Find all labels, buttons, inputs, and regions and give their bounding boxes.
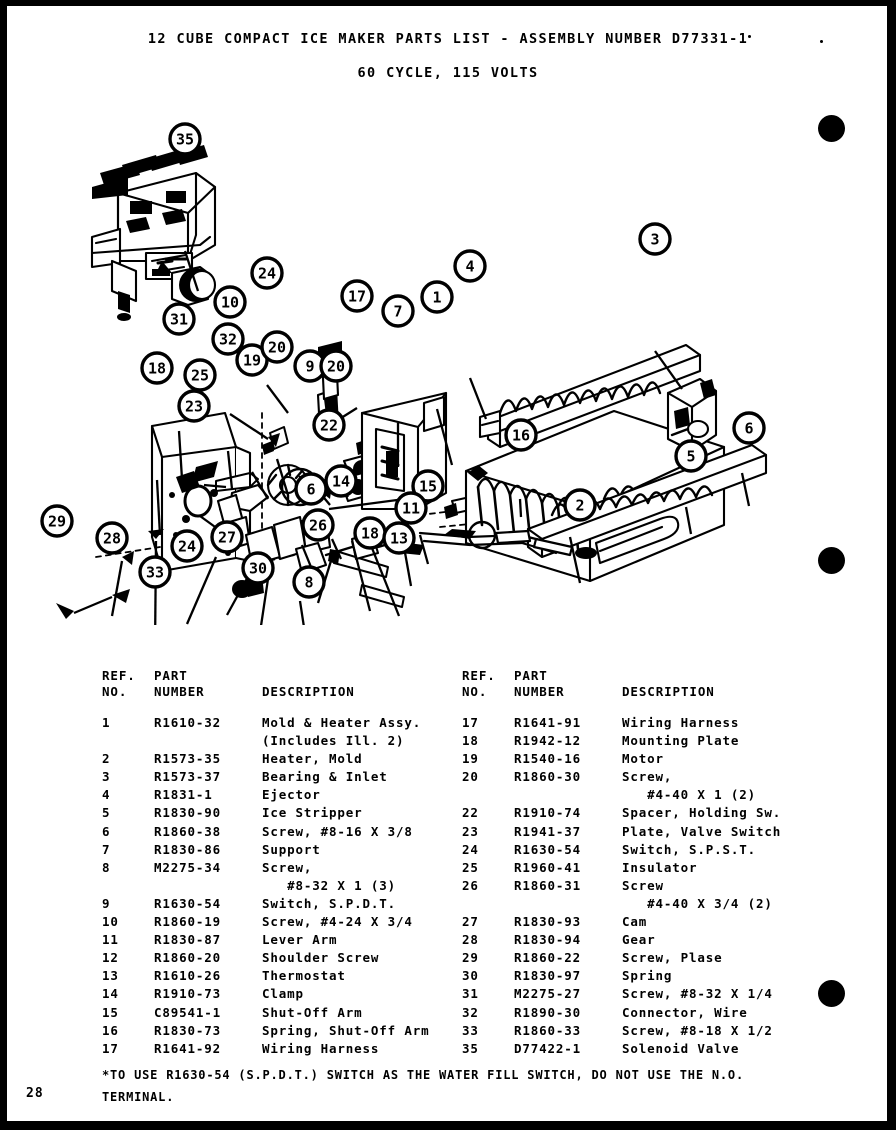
callout-number: 13 (389, 529, 409, 548)
cell-part-number: R1573-35 (154, 751, 222, 767)
callout-6 (734, 413, 764, 443)
callout-number: 4 (465, 257, 475, 276)
callout-30 (243, 553, 273, 583)
cell-ref-no: 7 (102, 841, 111, 857)
cell-ref-no: 16 (102, 1022, 119, 1038)
callout-number: 29 (47, 512, 67, 531)
callout-number: 16 (511, 426, 531, 445)
callout-4 (455, 251, 485, 281)
callout-25 (185, 360, 215, 390)
diagram-artwork (0, 95, 896, 625)
cell-description: #4-40 X 1 (2) (622, 787, 757, 803)
cell-description: Gear (622, 932, 656, 948)
cell-description: Shut-Off Arm (262, 1004, 363, 1020)
callout-33 (140, 557, 170, 587)
cell-description: Screw (622, 877, 664, 893)
cell-description: #4-40 X 3/4 (2) (622, 895, 773, 911)
cell-part-number: R1941-37 (514, 823, 582, 839)
cell-description: Screw, (622, 769, 673, 785)
cell-description: Switch, S.P.S.T. (622, 841, 757, 857)
cell-ref-no: 27 (462, 914, 479, 930)
callout-10 (215, 287, 245, 317)
cell-description: Wiring Harness (262, 1040, 380, 1056)
cell-part-number: D77422-1 (514, 1040, 582, 1056)
cell-part-number: R1860-38 (154, 823, 222, 839)
header-part-number: PART (154, 668, 188, 683)
callout-number: 25 (190, 366, 210, 385)
callout-3 (640, 224, 670, 254)
cell-part-number: R1831-1 (154, 787, 213, 803)
header-description: DESCRIPTION (262, 684, 355, 699)
callout-20 (262, 332, 292, 362)
callout-number: 22 (319, 416, 339, 435)
cell-ref-no: 26 (462, 877, 479, 893)
cell-description: Solenoid Valve (622, 1040, 740, 1056)
callout-number: 5 (686, 447, 696, 466)
cell-description: Screw, (262, 859, 313, 875)
cell-ref-no: 10 (102, 914, 119, 930)
cell-part-number: R1830-90 (154, 805, 222, 821)
callout-32 (213, 324, 243, 354)
footnote-line-2: TERMINAL. (102, 1090, 175, 1104)
cell-part-number: R1860-30 (514, 769, 582, 785)
header-part-number-2: NUMBER (154, 684, 205, 699)
callout-number: 28 (102, 529, 122, 548)
cell-part-number: R1830-94 (514, 932, 582, 948)
callout-number: 8 (304, 573, 314, 592)
callout-28 (97, 523, 127, 553)
cell-part-number: R1830-93 (514, 914, 582, 930)
callout-18 (355, 518, 385, 548)
callout-number: 7 (393, 302, 403, 321)
callout-number: 1 (432, 288, 442, 307)
callout-number: 31 (169, 310, 189, 329)
cell-ref-no: 35 (462, 1040, 479, 1056)
header-description: DESCRIPTION (622, 684, 715, 699)
cell-part-number: R1910-74 (514, 805, 582, 821)
callout-number: 11 (401, 499, 421, 518)
callout-number: 20 (326, 357, 346, 376)
callout-16 (506, 420, 536, 450)
cell-ref-no: 15 (102, 1004, 119, 1020)
cell-part-number: R1860-20 (154, 950, 222, 966)
cell-part-number: R1630-54 (514, 841, 582, 857)
callout-number: 6 (744, 419, 754, 438)
cell-description: Lever Arm (262, 932, 338, 948)
cell-part-number: M2275-27 (514, 986, 582, 1002)
cell-description: Clamp (262, 986, 304, 1002)
cell-description: Insulator (622, 859, 698, 875)
callout-5 (676, 441, 706, 471)
cell-ref-no: 30 (462, 968, 479, 984)
cell-ref-no: 17 (102, 1040, 119, 1056)
footnote-line-1: *TO USE R1630-54 (S.P.D.T.) SWITCH AS THE WATER FILL SWITCH, DO NOT USE THE N.O. (102, 1068, 744, 1082)
cell-description: Screw, #8-18 X 1/2 (622, 1022, 773, 1038)
callout-13 (384, 523, 414, 553)
callout-number: 18 (360, 524, 380, 543)
cell-description: Support (262, 841, 321, 857)
callout-number: 20 (267, 338, 287, 357)
callout-number: 3 (650, 230, 660, 249)
callout-31 (164, 304, 194, 334)
callout-number: 26 (308, 516, 328, 535)
callout-number: 30 (248, 559, 268, 578)
header-ref-no: REF. (462, 668, 496, 683)
cell-ref-no: 32 (462, 1004, 479, 1020)
cell-ref-no: 3 (102, 769, 111, 785)
callout-number: 24 (257, 264, 277, 283)
callout-35 (170, 124, 200, 154)
cell-part-number: M2275-34 (154, 859, 222, 875)
callout-number: 14 (331, 472, 351, 491)
cell-ref-no: 19 (462, 751, 479, 767)
cell-ref-no: 1 (102, 715, 111, 730)
cell-part-number: R1573-37 (154, 769, 222, 785)
cell-part-number: R1860-19 (154, 914, 222, 930)
cell-part-number: R1830-73 (154, 1022, 222, 1038)
callout-number: 27 (217, 528, 237, 547)
callout-1 (422, 282, 452, 312)
callout-24 (172, 531, 202, 561)
cell-description: (Includes Ill. 2) (262, 733, 405, 749)
cell-part-number: R1890-30 (514, 1004, 582, 1020)
header-ref-no-2: NO. (462, 684, 488, 699)
cell-description: Screw, Plase (622, 950, 723, 966)
cell-description: Shoulder Screw (262, 950, 380, 966)
callout-18 (142, 353, 172, 383)
cell-ref-no: 9 (102, 895, 111, 911)
cell-part-number: R1942-12 (514, 733, 582, 749)
cell-ref-no: 11 (102, 932, 119, 948)
scan-speck (820, 40, 823, 43)
cell-part-number: R1960-41 (514, 859, 582, 875)
cell-part-number: R1910-73 (154, 986, 222, 1002)
callout-number: 2 (575, 496, 585, 515)
cell-description: Spring, Shut-Off Arm (262, 1022, 430, 1038)
header-part-number: PART (514, 668, 548, 683)
cell-description: Mounting Plate (622, 733, 740, 749)
cell-description: Screw, #8-16 X 3/8 (262, 823, 413, 839)
cell-ref-no: 29 (462, 950, 479, 966)
callout-8 (294, 567, 324, 597)
cell-part-number: R1830-87 (154, 932, 222, 948)
cell-description: Connector, Wire (622, 1004, 748, 1020)
cell-ref-no: 20 (462, 769, 479, 785)
cell-ref-no: 5 (102, 805, 111, 821)
callout-14 (326, 466, 356, 496)
cell-description: Thermostat (262, 968, 346, 984)
cell-description: Ejector (262, 787, 321, 803)
header-ref-no: REF. (102, 668, 136, 683)
cell-part-number: R1860-22 (514, 950, 582, 966)
cell-part-number: R1610-26 (154, 968, 222, 984)
cell-part-number: R1641-91 (514, 715, 582, 730)
cell-ref-no: 23 (462, 823, 479, 839)
cell-description: Cam (622, 914, 648, 930)
scan-edge-bottom (0, 1121, 896, 1130)
cell-part-number: R1830-86 (154, 841, 222, 857)
callout-23 (179, 391, 209, 421)
cell-description: Switch, S.P.D.T. (262, 895, 397, 911)
cell-part-number: R1830-97 (514, 968, 582, 984)
exploded-parts-diagram (0, 95, 896, 625)
cell-description: Screw, #8-32 X 1/4 (622, 986, 773, 1002)
header-ref-no-2: NO. (102, 684, 128, 699)
cell-ref-no: 31 (462, 986, 479, 1002)
callout-number: 35 (175, 130, 195, 149)
callout-24 (252, 258, 282, 288)
callout-29 (42, 506, 72, 536)
cell-ref-no: 25 (462, 859, 479, 875)
punch-hole (818, 980, 845, 1007)
callout-6 (296, 474, 326, 504)
cell-description: Bearing & Inlet (262, 769, 388, 785)
cell-description: #8-32 X 1 (3) (262, 877, 397, 893)
callout-number: 10 (220, 293, 240, 312)
callout-number: 23 (184, 397, 204, 416)
cell-ref-no: 24 (462, 841, 479, 857)
cell-ref-no: 22 (462, 805, 479, 821)
cell-ref-no: 13 (102, 968, 119, 984)
cell-ref-no: 6 (102, 823, 111, 839)
title-block (0, 30, 896, 82)
callout-7 (383, 296, 413, 326)
cell-description: Ice Stripper (262, 805, 363, 821)
callout-number: 17 (347, 287, 367, 306)
callout-number: 18 (147, 359, 167, 378)
cell-ref-no: 4 (102, 787, 111, 803)
callout-number: 6 (306, 480, 316, 499)
cell-part-number: C89541-1 (154, 1004, 222, 1020)
callout-22 (314, 410, 344, 440)
footnote (102, 1064, 842, 1108)
header-part-number-2: NUMBER (514, 684, 565, 699)
callout-number: 15 (418, 477, 438, 496)
callout-17 (342, 281, 372, 311)
page-number: 28 (26, 1086, 44, 1101)
scan-speck (748, 35, 751, 38)
cell-ref-no: 28 (462, 932, 479, 948)
cell-description: Spring (622, 968, 673, 984)
callout-number: 9 (305, 357, 315, 376)
cell-ref-no: 33 (462, 1022, 479, 1038)
cell-ref-no: 8 (102, 859, 111, 875)
scan-edge-top (0, 0, 896, 6)
callout-number: 19 (242, 351, 262, 370)
callout-26 (303, 510, 333, 540)
cell-part-number: R1641-92 (154, 1040, 222, 1056)
cell-part-number: R1860-31 (514, 877, 582, 893)
cell-description: Heater, Mold (262, 751, 363, 767)
cell-description: Motor (622, 751, 664, 767)
cell-description: Mold & Heater Assy. (262, 715, 422, 730)
cell-part-number: R1860-33 (514, 1022, 582, 1038)
cell-part-number: R1540-16 (514, 751, 582, 767)
solenoid-valve-part (92, 145, 215, 321)
cell-ref-no: 14 (102, 986, 119, 1002)
callout-number: 32 (218, 330, 238, 349)
callout-11 (396, 493, 426, 523)
cell-description: Plate, Valve Switch (622, 823, 782, 839)
callout-27 (212, 522, 242, 552)
cell-ref-no: 12 (102, 950, 119, 966)
cell-description: Wiring Harness (622, 715, 740, 730)
cell-part-number: R1630-54 (154, 895, 222, 911)
callout-20 (321, 351, 351, 381)
cell-ref-no: 2 (102, 751, 111, 767)
document-subtitle: 60 CYCLE, 115 VOLTS (357, 65, 539, 81)
cell-part-number: R1610-32 (154, 715, 222, 730)
cell-ref-no: 18 (462, 733, 479, 749)
cell-description: Spacer, Holding Sw. (622, 805, 782, 821)
callout-number: 24 (177, 537, 197, 556)
cell-description: Screw, #4-24 X 3/4 (262, 914, 413, 930)
document-title: 12 CUBE COMPACT ICE MAKER PARTS LIST - ASSEMBLY NUMBER D77331-1 (147, 31, 749, 47)
cell-ref-no: 17 (462, 715, 479, 730)
callout-2 (565, 490, 595, 520)
callout-number: 33 (145, 563, 165, 582)
